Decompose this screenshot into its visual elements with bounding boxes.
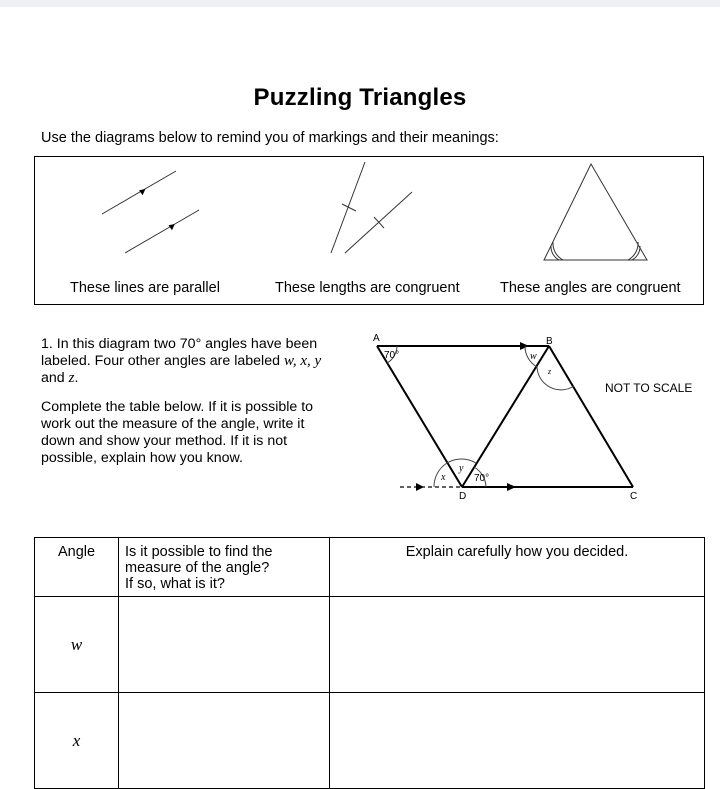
explain-cell-w[interactable] — [330, 597, 705, 693]
arrow-dc — [507, 483, 516, 491]
angle-cell-x: x — [35, 693, 119, 789]
table-row — [35, 597, 705, 693]
header-angle: Angle — [35, 538, 119, 597]
caption-lengths: These lengths are congruent — [275, 280, 460, 296]
answer-cell-x[interactable] — [119, 693, 330, 789]
parallelogram-diagram — [360, 328, 705, 508]
top-bar — [0, 0, 720, 7]
markings-legend — [34, 156, 704, 305]
var-wxy: w, x, y — [283, 353, 322, 369]
question-text — [41, 336, 341, 479]
angle-arc-right-1 — [632, 246, 640, 260]
answer-table — [34, 537, 705, 789]
isosceles-triangle — [544, 164, 647, 260]
label-x: x — [441, 472, 446, 483]
triangle-diagram — [360, 328, 705, 513]
segment-bc — [549, 346, 633, 487]
table-row — [35, 693, 705, 789]
segment-ad — [377, 346, 462, 487]
question-paragraph-1: 1. In this diagram two 70° angles have been labeled. Four other angles are labeled w, x, y and z. — [41, 336, 322, 386]
parallel-line-1 — [102, 171, 176, 214]
label-w: w — [530, 351, 537, 362]
var-z: z — [68, 370, 75, 386]
label-d: D — [459, 491, 467, 502]
question-paragraph-2: Complete the table below. If it is possible to work out the measure of the angle, write it down and show your method. If it is not possible, explain how you know. — [41, 399, 314, 466]
intro-text: Use the diagrams below to remind you of markings and their meanings: — [41, 130, 499, 146]
caption-parallel: These lines are parallel — [70, 280, 220, 296]
label-b: B — [546, 336, 553, 347]
header-possible: Is it possible to find the measure of the angle? If so, what is it? — [119, 538, 330, 597]
answer-cell-w[interactable] — [119, 597, 330, 693]
angle-cell-w: w — [35, 597, 119, 693]
header-explain: Explain carefully how you decided. — [330, 538, 705, 597]
angle-d-value: 70° — [474, 473, 490, 484]
explain-cell-x[interactable] — [330, 693, 705, 789]
page-title: Puzzling Triangles — [253, 84, 467, 111]
answer-table-wrap — [34, 537, 705, 789]
label-y: y — [459, 463, 464, 474]
angle-arc-left-1 — [551, 246, 559, 260]
table-header-row — [35, 538, 705, 597]
label-a: A — [373, 333, 380, 344]
not-to-scale-note: NOT TO SCALE — [605, 381, 693, 395]
label-c: C — [630, 491, 638, 502]
segment-bd — [462, 346, 549, 487]
parallel-line-2 — [125, 210, 199, 253]
angle-a-value: 70° — [384, 350, 400, 361]
caption-angles: These angles are congruent — [500, 280, 681, 296]
label-z: z — [548, 367, 552, 376]
